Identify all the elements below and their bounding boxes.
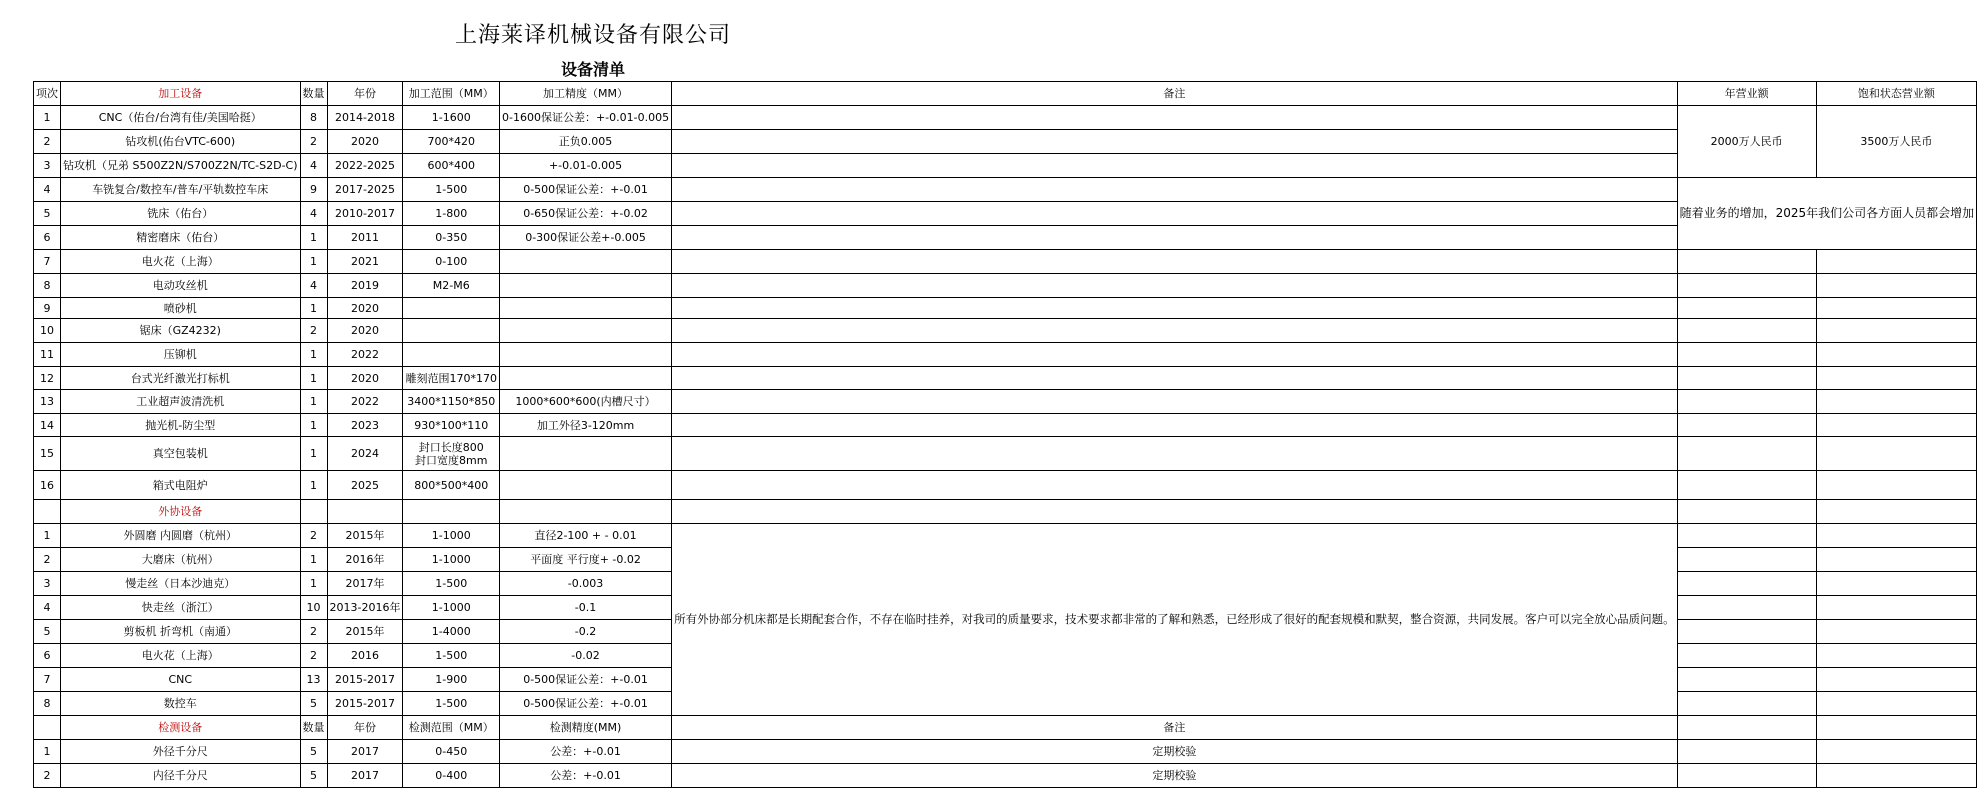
equipment-name: 剪板机 折弯机（南通） [61, 620, 301, 644]
annual-revenue-empty [1677, 367, 1816, 390]
year: 2015-2017 [327, 692, 403, 716]
quantity: 1 [300, 572, 327, 596]
equipment-name: 电动攻丝机 [61, 274, 301, 298]
processing-range [403, 437, 500, 471]
equipment-name: 压铆机 [61, 343, 301, 367]
equipment-name: CNC（佑台/台湾有佳/美国哈挺） [61, 106, 301, 130]
remark [672, 106, 1678, 130]
processing-precision [499, 274, 671, 298]
quantity: 1 [300, 471, 327, 500]
remark [672, 202, 1678, 226]
processing-row [34, 437, 1977, 471]
quantity: 10 [300, 596, 327, 620]
instrument-name: 内径千分尺 [61, 764, 301, 788]
quantity: 8 [300, 106, 327, 130]
year: 2013-2016年 [327, 596, 403, 620]
inspection-range: 0-450 [403, 740, 500, 764]
processing-precision: 0-500保证公差：+-0.01 [499, 692, 671, 716]
item-number: 13 [34, 390, 61, 414]
quantity: 2 [300, 644, 327, 668]
year: 2015-2017 [327, 668, 403, 692]
inspection-precision: 公差：+-0.01 [499, 764, 671, 788]
annual-revenue-empty [1677, 668, 1816, 692]
item-number: 4 [34, 596, 61, 620]
processing-row [34, 319, 1977, 343]
saturated-revenue-empty [1816, 668, 1977, 692]
saturated-revenue-empty [1816, 692, 1977, 716]
empty-cell [1677, 500, 1816, 524]
quantity: 5 [300, 764, 327, 788]
processing-range: 700*420 [403, 130, 500, 154]
annual-revenue-empty [1677, 390, 1816, 414]
annual-revenue-empty [1677, 250, 1816, 274]
quantity: 1 [300, 414, 327, 437]
item-number: 1 [34, 106, 61, 130]
processing-range [403, 298, 500, 319]
equipment-name: 真空包装机 [61, 437, 301, 471]
remark [672, 130, 1678, 154]
quantity: 2 [300, 524, 327, 548]
remark [672, 414, 1678, 437]
range-line: 封口长度800 [418, 440, 484, 454]
empty-cell [499, 500, 671, 524]
annual-revenue-empty [1677, 298, 1816, 319]
processing-precision [499, 367, 671, 390]
processing-range: 1-500 [403, 644, 500, 668]
processing-range: 1-500 [403, 572, 500, 596]
inspection-precision: 公差：+-0.01 [499, 740, 671, 764]
quantity: 4 [300, 202, 327, 226]
processing-row [34, 367, 1977, 390]
equipment-name: CNC [61, 668, 301, 692]
processing-range: 1-500 [403, 692, 500, 716]
annual-revenue-empty [1677, 572, 1816, 596]
quantity: 1 [300, 343, 327, 367]
saturated-revenue-empty [1816, 250, 1977, 274]
item-number: 14 [34, 414, 61, 437]
annual-revenue-empty [1677, 644, 1816, 668]
processing-precision: 0-300保证公差+-0.005 [499, 226, 671, 250]
processing-range: 1-1000 [403, 596, 500, 620]
equipment-name: 外圆磨 内圆磨（杭州） [61, 524, 301, 548]
item-number: 3 [34, 572, 61, 596]
saturated-revenue-empty [1816, 298, 1977, 319]
processing-precision [499, 343, 671, 367]
year: 2024 [327, 437, 403, 471]
quantity: 1 [300, 390, 327, 414]
annual-revenue-empty [1677, 437, 1816, 471]
equipment-name: 工业超声波清洗机 [61, 390, 301, 414]
remark [672, 274, 1678, 298]
equipment-name: 精密磨床（佑台） [61, 226, 301, 250]
saturated-revenue-empty [1816, 716, 1977, 740]
processing-row [34, 250, 1977, 274]
header-annual-revenue: 年营业额 [1677, 82, 1816, 106]
processing-row [34, 106, 1977, 130]
remark [672, 471, 1678, 500]
quantity: 2 [300, 319, 327, 343]
inspection-row [34, 764, 1977, 788]
processing-precision: -0.1 [499, 596, 671, 620]
header-range: 加工范围（MM） [403, 82, 500, 106]
year: 2020 [327, 367, 403, 390]
inspection-title: 检测设备 [61, 716, 301, 740]
annual-revenue-empty [1677, 692, 1816, 716]
inspection-header-precision: 检测精度(MM) [499, 716, 671, 740]
quantity: 9 [300, 178, 327, 202]
item-number: 7 [34, 250, 61, 274]
quantity: 4 [300, 274, 327, 298]
processing-range: 1-4000 [403, 620, 500, 644]
equipment-name: 快走丝（浙江） [61, 596, 301, 620]
processing-range: 0-350 [403, 226, 500, 250]
item-number: 2 [34, 764, 61, 788]
document-title: 设备清单 [560, 60, 625, 79]
year: 2022 [327, 343, 403, 367]
year: 2016年 [327, 548, 403, 572]
year: 2020 [327, 319, 403, 343]
remark [672, 319, 1678, 343]
item-number: 15 [34, 437, 61, 471]
processing-row [34, 298, 1977, 319]
item-number: 5 [34, 202, 61, 226]
annual-revenue-empty [1677, 319, 1816, 343]
processing-precision: 平面度 平行度+ -0.02 [499, 548, 671, 572]
item-number: 6 [34, 226, 61, 250]
equipment-name: 钻攻机（兄弟 S500Z2N/S700Z2N/TC-S2D-C) [61, 154, 301, 178]
processing-precision: 1000*600*600(内槽尺寸） [499, 390, 671, 414]
processing-range: 1-900 [403, 668, 500, 692]
saturated-revenue-empty [1816, 524, 1977, 548]
annual-revenue-empty [1677, 596, 1816, 620]
saturated-revenue-empty [1816, 437, 1977, 471]
processing-row [34, 414, 1977, 437]
processing-precision [499, 437, 671, 471]
processing-range: 1-1600 [403, 106, 500, 130]
item-number: 10 [34, 319, 61, 343]
year: 2010-2017 [327, 202, 403, 226]
processing-range: 600*400 [403, 154, 500, 178]
year: 2022 [327, 390, 403, 414]
inspection-header-range: 检测范围（MM） [403, 716, 500, 740]
processing-range: 1-800 [403, 202, 500, 226]
inspection-header [34, 716, 1977, 740]
annual-revenue-empty [1677, 524, 1816, 548]
instrument-name: 外径千分尺 [61, 740, 301, 764]
equipment-name: 数控车 [61, 692, 301, 716]
empty-cell [327, 500, 403, 524]
table-header [34, 82, 1977, 106]
header-processing-equipment: 加工设备 [61, 82, 301, 106]
processing-precision [499, 471, 671, 500]
item-number: 8 [34, 274, 61, 298]
quantity: 2 [300, 620, 327, 644]
remark [672, 298, 1678, 319]
saturated-revenue-empty [1816, 367, 1977, 390]
inspection-header-remark: 备注 [672, 716, 1678, 740]
item-number: 1 [34, 524, 61, 548]
annual-revenue: 2000万人民币 [1677, 106, 1816, 178]
saturated-revenue-empty [1816, 644, 1977, 668]
saturated-revenue-empty [1816, 596, 1977, 620]
year: 2020 [327, 298, 403, 319]
item-number: 2 [34, 548, 61, 572]
processing-precision: 0-1600保证公差：+-0.01-0.005 [499, 106, 671, 130]
year: 2025 [327, 471, 403, 500]
processing-precision: 0-500保证公差：+-0.01 [499, 178, 671, 202]
saturated-revenue-empty [1816, 390, 1977, 414]
saturated-revenue-empty [1816, 471, 1977, 500]
inspection-row [34, 740, 1977, 764]
outsourcing-row [34, 524, 1977, 548]
empty-cell [300, 500, 327, 524]
outsourcing-title: 外协设备 [61, 500, 301, 524]
equipment-name: 铣床（佑台） [61, 202, 301, 226]
item-number: 1 [34, 740, 61, 764]
item-number: 2 [34, 130, 61, 154]
year: 2017 [327, 740, 403, 764]
remark: 定期校验 [672, 764, 1678, 788]
processing-precision: 0-500保证公差：+-0.01 [499, 668, 671, 692]
processing-range: M2-M6 [403, 274, 500, 298]
processing-range [403, 343, 500, 367]
outsourcing-section-row [34, 500, 1977, 524]
empty-cell [403, 500, 500, 524]
processing-precision [499, 250, 671, 274]
equipment-name: 喷砂机 [61, 298, 301, 319]
quantity: 5 [300, 740, 327, 764]
remark [672, 437, 1678, 471]
processing-row [34, 343, 1977, 367]
company-title: 上海莱译机械设备有限公司 [454, 23, 731, 48]
year: 2017年 [327, 572, 403, 596]
annual-revenue-empty [1677, 471, 1816, 500]
remark [672, 226, 1678, 250]
saturated-revenue-empty [1816, 343, 1977, 367]
remark: 定期校验 [672, 740, 1678, 764]
year: 2019 [327, 274, 403, 298]
processing-row [34, 274, 1977, 298]
remark [672, 250, 1678, 274]
year: 2014-2018 [327, 106, 403, 130]
range-line: 封口宽度8mm [415, 453, 488, 467]
item-number: 6 [34, 644, 61, 668]
year: 2011 [327, 226, 403, 250]
quantity: 13 [300, 668, 327, 692]
item-number: 12 [34, 367, 61, 390]
saturated-revenue-empty [1816, 319, 1977, 343]
outsourcing-note: 所有外协部分机床都是长期配套合作，不存在临时挂养，对我司的质量要求，技术要求都非常的了解和熟悉，已经形成了很好的配套规模和默契，整合资源，共同发展。客户可以完全放心品质问题。 [672, 524, 1678, 716]
saturated-revenue-empty [1816, 764, 1977, 788]
item-number: 16 [34, 471, 61, 500]
growth-note: 随着业务的增加，2025年我们公司各方面人员都会增加 [1677, 178, 1977, 250]
equipment-name: 车铣复合/数控车/普车/平轨数控车床 [61, 178, 301, 202]
quantity: 1 [300, 298, 327, 319]
processing-range: 930*100*110 [403, 414, 500, 437]
equipment-name: 电火花（上海） [61, 644, 301, 668]
quantity: 1 [300, 226, 327, 250]
year: 2023 [327, 414, 403, 437]
processing-range: 1-1000 [403, 548, 500, 572]
processing-row [34, 178, 1977, 202]
saturated-revenue-empty [1816, 620, 1977, 644]
annual-revenue-empty [1677, 716, 1816, 740]
header-saturated-revenue: 饱和状态营业额 [1816, 82, 1977, 106]
annual-revenue-empty [1677, 343, 1816, 367]
item-number [34, 716, 61, 740]
saturated-revenue: 3500万人民币 [1816, 106, 1977, 178]
annual-revenue-empty [1677, 764, 1816, 788]
empty-cell [672, 500, 1678, 524]
processing-row [34, 390, 1977, 414]
processing-range: 3400*1150*850 [403, 390, 500, 414]
processing-range: 1-1000 [403, 524, 500, 548]
year: 2015年 [327, 524, 403, 548]
processing-range: 0-100 [403, 250, 500, 274]
processing-precision [499, 298, 671, 319]
header-year: 年份 [327, 82, 403, 106]
saturated-revenue-empty [1816, 548, 1977, 572]
inspection-range: 0-400 [403, 764, 500, 788]
inspection-header-quantity: 数量 [300, 716, 327, 740]
header-remark: 备注 [672, 82, 1678, 106]
item-number: 7 [34, 668, 61, 692]
year: 2015年 [327, 620, 403, 644]
saturated-revenue-empty [1816, 414, 1977, 437]
processing-precision: -0.2 [499, 620, 671, 644]
item-number: 9 [34, 298, 61, 319]
saturated-revenue-empty [1816, 572, 1977, 596]
processing-precision: 加工外径3-120mm [499, 414, 671, 437]
equipment-name: 电火花（上海） [61, 250, 301, 274]
equipment-name: 慢走丝（日本沙迪克） [61, 572, 301, 596]
remark [672, 367, 1678, 390]
item-number: 11 [34, 343, 61, 367]
processing-precision: -0.02 [499, 644, 671, 668]
item-number [34, 500, 61, 524]
saturated-revenue-empty [1816, 740, 1977, 764]
equipment-name: 箱式电阻炉 [61, 471, 301, 500]
processing-range: 雕刻范围170*170 [403, 367, 500, 390]
year: 2017-2025 [327, 178, 403, 202]
remark [672, 178, 1678, 202]
processing-precision: 直径2-100 + - 0.01 [499, 524, 671, 548]
quantity: 2 [300, 130, 327, 154]
inspection-header-year: 年份 [327, 716, 403, 740]
year: 2021 [327, 250, 403, 274]
year: 2016 [327, 644, 403, 668]
item-number: 3 [34, 154, 61, 178]
item-number: 5 [34, 620, 61, 644]
quantity: 1 [300, 367, 327, 390]
item-number: 4 [34, 178, 61, 202]
equipment-table [33, 81, 1977, 788]
processing-precision: -0.003 [499, 572, 671, 596]
year: 2017 [327, 764, 403, 788]
header-quantity: 数量 [300, 82, 327, 106]
processing-precision: 正负0.005 [499, 130, 671, 154]
year: 2020 [327, 130, 403, 154]
empty-cell [1816, 500, 1977, 524]
remark [672, 343, 1678, 367]
item-number: 8 [34, 692, 61, 716]
processing-precision: 0-650保证公差：+-0.02 [499, 202, 671, 226]
quantity: 5 [300, 692, 327, 716]
processing-precision [499, 319, 671, 343]
equipment-name: 锯床（GZ4232) [61, 319, 301, 343]
header-precision: 加工精度（MM） [499, 82, 671, 106]
equipment-name: 大磨床（杭州） [61, 548, 301, 572]
processing-range: 1-500 [403, 178, 500, 202]
quantity: 1 [300, 437, 327, 471]
processing-row [34, 471, 1977, 500]
annual-revenue-empty [1677, 740, 1816, 764]
annual-revenue-empty [1677, 620, 1816, 644]
equipment-name: 抛光机-防尘型 [61, 414, 301, 437]
processing-range: 800*500*400 [403, 471, 500, 500]
remark [672, 154, 1678, 178]
processing-precision: +-0.01-0.005 [499, 154, 671, 178]
processing-range [403, 319, 500, 343]
year: 2022-2025 [327, 154, 403, 178]
header-index: 项次 [34, 82, 61, 106]
saturated-revenue-empty [1816, 274, 1977, 298]
remark [672, 390, 1678, 414]
quantity: 1 [300, 548, 327, 572]
annual-revenue-empty [1677, 274, 1816, 298]
annual-revenue-empty [1677, 414, 1816, 437]
annual-revenue-empty [1677, 548, 1816, 572]
equipment-name: 台式光纤激光打标机 [61, 367, 301, 390]
equipment-name: 钻攻机(佑台VTC-600) [61, 130, 301, 154]
quantity: 4 [300, 154, 327, 178]
quantity: 1 [300, 250, 327, 274]
